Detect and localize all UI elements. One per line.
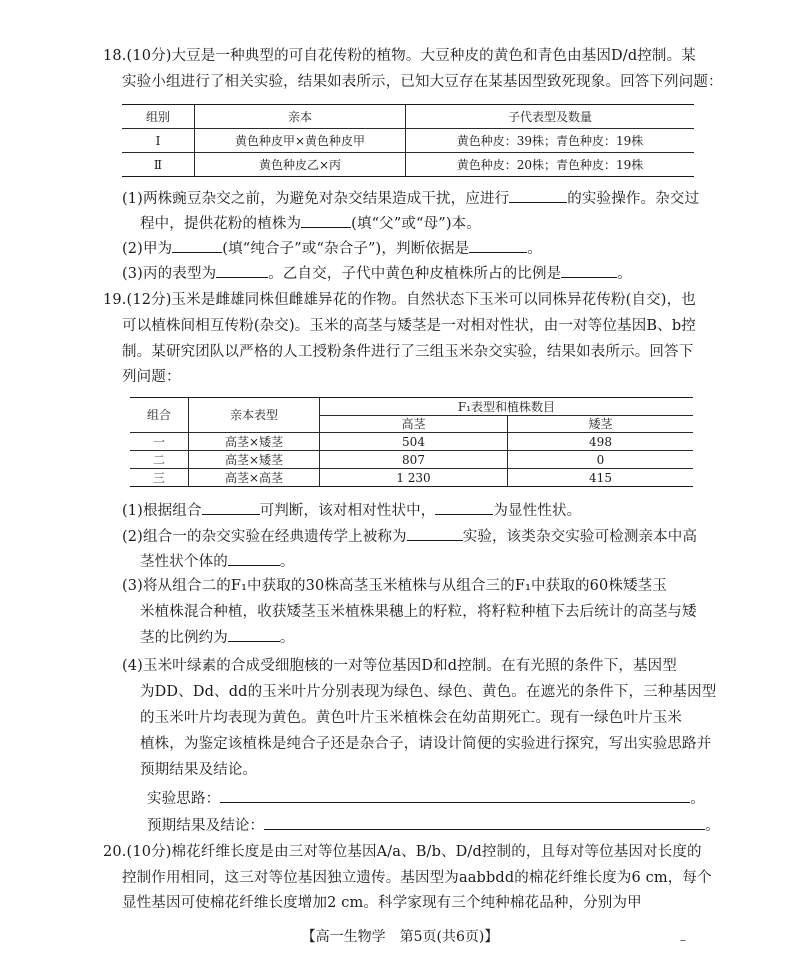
q19-cell-combo-2: 二	[130, 451, 189, 469]
answer-blank[interactable]	[216, 263, 268, 278]
answer-blank[interactable]	[228, 627, 280, 642]
q18-cell-parents-1: 黄色种皮甲×黄色种皮甲	[195, 129, 406, 153]
q19-sub4-line4: 植株，为鉴定该植株是纯合子还是杂合子，请设计简便的实验进行探究，写出实验思路并	[140, 736, 712, 752]
table-row	[130, 433, 693, 451]
q18-header-group: 组别	[122, 105, 195, 129]
table-row	[122, 153, 694, 177]
q18-cell-offspring-1: 黄色种皮：39株；青色种皮：19株	[406, 129, 695, 153]
q18-cell-offspring-2: 黄色种皮：20株；青色种皮：19株	[406, 153, 695, 177]
q19-sub4-line3: 的玉米叶片均表现为黄色。黄色叶片玉米植株会在幼苗期死亡。现有一绿色叶片玉米	[140, 710, 683, 726]
expected-result-label: 预期结果及结论：	[147, 818, 265, 834]
q20-line-1: 20.(10分)棉花纤维长度是由三对等位基因A/a、B/b、D/d控制的，且每对等位基因对长度的	[103, 844, 702, 860]
table-row	[122, 129, 694, 153]
q19-cell-tall-3: 1 230	[320, 469, 508, 487]
q19-sub4-line1: (4)玉米叶绿素的合成受细胞核的一对等位基因D和d控制。在有光照的条件下，基因型	[122, 658, 677, 674]
q18-sub3: (3)丙的表型为 。乙自交，子代中黄色种皮植株所占的比例是 。	[122, 263, 702, 284]
q19-idea-row: 实验思路： 。	[147, 788, 727, 809]
q18-line-2: 实验小组进行了相关实验，结果如表所示，已知大豆存在某基因型致死现象。回答下列问题：	[122, 74, 723, 90]
q18-table	[122, 104, 694, 177]
q19-sub3-line1: (3)将从组合二的F₁中获取的30株高茎玉米植株与从组合三的F₁中获取的60株矮茎玉	[122, 578, 667, 594]
q19-sub4-line5: 预期结果及结论。	[140, 762, 258, 778]
expected-result-answer-line[interactable]	[264, 815, 705, 830]
q19-cell-short-1: 498	[508, 433, 694, 451]
page-footer: 【高一生物学 第5页(共6页)】	[301, 929, 499, 945]
q19-cell-combo-1: 一	[130, 433, 189, 451]
answer-blank[interactable]	[469, 238, 527, 253]
q19-line-2: 可以植株间相互传粉(杂交)。玉米的高茎与矮茎是一对相对性状，由一对等位基因B、b控	[122, 318, 696, 334]
q18-header-offspring: 子代表型及数量	[406, 105, 695, 129]
corner-mark: –	[680, 933, 686, 947]
q19-header-combo: 组合	[130, 398, 189, 433]
q19-cell-combo-3: 三	[130, 469, 189, 487]
q20-line-2: 控制作用相同，这三对等位基因独立遗传。基因型为aabbdd的棉花纤维长度为6 cm，每个	[122, 870, 712, 886]
answer-blank[interactable]	[509, 188, 567, 203]
q19-sub3-line2: 米植株混合种植，收获矮茎玉米植株果穗上的籽粒，将籽粒种植下去后统计的高茎与矮	[140, 604, 697, 620]
answer-blank[interactable]	[301, 213, 351, 228]
q18-cell-group-1: Ⅰ	[122, 129, 195, 153]
q19-cell-short-3: 415	[508, 469, 694, 487]
q19-header-parents: 亲本表型	[189, 398, 320, 433]
q19-result-row: 预期结果及结论： 。	[147, 815, 727, 836]
q18-sub1-line1: (1)两株豌豆杂交之前，为避免对杂交结果造成干扰，应进行 的实验操作。杂交过	[122, 188, 702, 209]
q18-cell-parents-2: 黄色种皮乙×丙	[195, 153, 406, 177]
q19-sub2-line1: (2)组合一的杂交实验在经典遗传学上被称为 实验，该类杂交实验可检测亲本中高	[122, 526, 702, 547]
q18-line-1: 18.(10分)大豆是一种典型的可自花传粉的植物。大豆种皮的黄色和青色由基因D/d控制。某	[103, 48, 696, 64]
q19-subheader-tall: 高茎	[320, 416, 508, 433]
q19-cell-parents-1: 高茎×矮茎	[189, 433, 320, 451]
q20-line-3: 显性基因可使棉花纤维长度增加2 cm。科学家现有三个纯种棉花品种，分别为甲	[122, 895, 642, 911]
q19-line-1: 19.(12分)玉米是雌雄同株但雌雄异花的作物。自然状态下玉米可以同株异花传粉(自交)，也	[103, 292, 696, 308]
q18-sub1-line2: 程中，提供花粉的植株为 (填“父”或“母”)本。	[140, 213, 720, 234]
answer-blank[interactable]	[228, 551, 280, 566]
q19-cell-tall-1: 504	[320, 433, 508, 451]
q18-header-parents: 亲本	[195, 105, 406, 129]
q18-sub2: (2)甲为 (填“纯合子”或“杂合子”)，判断依据是 。	[122, 238, 702, 259]
experiment-idea-label: 实验思路：	[147, 791, 221, 807]
q19-table	[130, 397, 693, 487]
q19-sub2-line2: 茎性状个体的 。	[140, 551, 720, 572]
q18-cell-group-2: Ⅱ	[122, 153, 195, 177]
q19-line-3: 制。某研究团队以严格的人工授粉条件进行了三组玉米杂交实验，结果如表所示。回答下	[122, 344, 694, 360]
answer-blank[interactable]	[172, 238, 222, 253]
answer-blank[interactable]	[435, 500, 493, 515]
answer-blank[interactable]	[202, 500, 260, 515]
q19-header-f1: F₁表型和植株数目	[320, 398, 694, 416]
q19-cell-parents-3: 高茎×高茎	[189, 469, 320, 487]
table-row	[130, 451, 693, 469]
answer-blank[interactable]	[407, 526, 463, 541]
q19-sub1: (1)根据组合 可判断，该对相对性状中， 为显性性状。	[122, 500, 702, 521]
q19-sub4-line2: 为DD、Dd、dd的玉米叶片分别表现为绿色、绿色、黄色。在遮光的条件下，三种基因型	[140, 684, 717, 700]
q19-line-4: 列问题：	[122, 369, 181, 385]
q19-subheader-short: 矮茎	[508, 416, 694, 433]
q19-cell-tall-2: 807	[320, 451, 508, 469]
table-row	[130, 469, 693, 487]
answer-blank[interactable]	[561, 263, 617, 278]
q19-sub3-line3: 茎的比例约为 。	[140, 627, 720, 648]
experiment-idea-answer-line[interactable]	[220, 788, 690, 803]
q19-cell-short-2: 0	[508, 451, 694, 469]
q19-cell-parents-2: 高茎×矮茎	[189, 451, 320, 469]
